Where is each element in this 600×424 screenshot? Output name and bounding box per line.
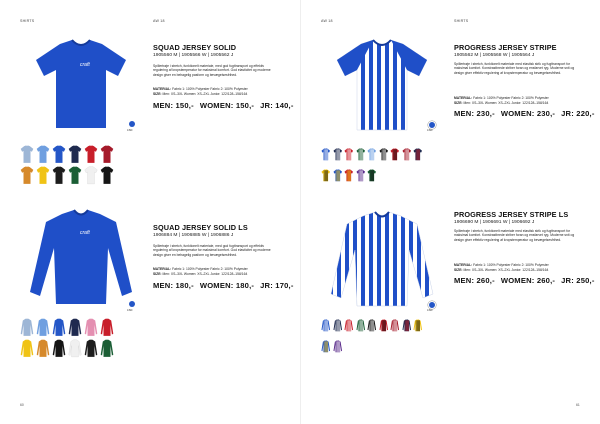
color-swatch[interactable] xyxy=(84,145,98,164)
jersey-swatch-icon xyxy=(344,145,354,164)
jersey-swatch-icon xyxy=(36,166,50,185)
color-swatch[interactable] xyxy=(402,145,412,164)
jersey-swatch-icon xyxy=(100,318,114,337)
jersey-swatch-icon xyxy=(344,166,354,185)
jersey-swatch-icon xyxy=(68,166,82,185)
jersey-swatch-icon xyxy=(344,316,354,335)
color-swatch[interactable] xyxy=(20,166,34,185)
jersey-photo xyxy=(321,38,443,133)
product-description: Spillertrøje i stretch, funktionelt materiale med elastisk strik og fugttransport for maksimal komfort. Konstrastbrede striber foran og ensfarvet ryg. Moderne snit og design giver effektiv regulering af kropstemperatur og bevægelsesfrihed. xyxy=(454,229,575,242)
color-swatch[interactable] xyxy=(379,145,389,164)
color-swatch[interactable] xyxy=(36,339,50,358)
jersey-swatch-icon xyxy=(36,318,50,337)
jersey-swatch-icon xyxy=(379,145,389,164)
material-value: Fabric 1: 100% Polyester Fabric 2: 100% Polyester xyxy=(473,263,549,267)
color-swatch-grid xyxy=(20,145,160,185)
sizes-label: SIZE: xyxy=(454,100,463,105)
color-swatch-grid xyxy=(20,318,160,358)
selected-color-dot[interactable] xyxy=(428,121,436,129)
color-swatch[interactable] xyxy=(100,318,114,337)
color-swatch-grid xyxy=(321,145,431,185)
jersey-photo xyxy=(20,208,142,308)
product-description: Spillertrøje i stretch, funktionelt materiale, med god fugttransport og effektiv regulering af kropstemperatur for maksimal komfort. God elasticitet og moderne design giver en behagelig pasform og bevægelsesfrihed. xyxy=(153,64,271,77)
jersey-swatch-icon xyxy=(379,316,389,335)
sizes-line xyxy=(153,92,283,96)
color-swatch[interactable] xyxy=(36,318,50,337)
product-description: Spillertrøje i stretch, funktionelt materiale, med god fugttransport og effektiv regulering af kropstemperatur for maksimal komfort. God elasticitet og moderne design giver en behagelig pasform og bevægelsesfrihed. xyxy=(153,244,271,257)
color-swatch[interactable] xyxy=(52,145,66,164)
price-row xyxy=(153,101,300,110)
price-row xyxy=(454,276,600,285)
jersey-swatch-icon xyxy=(52,339,66,358)
jersey-swatch-icon xyxy=(68,318,82,337)
jersey-swatch-icon xyxy=(333,145,343,164)
color-swatch[interactable] xyxy=(367,145,377,164)
jersey-swatch-icon xyxy=(367,316,377,335)
product-sku: 1906884 M | 1906885 W | 1906886 J xyxy=(153,233,234,238)
jersey-swatch-icon xyxy=(413,316,423,335)
color-swatch[interactable] xyxy=(20,339,34,358)
jersey-swatch-icon xyxy=(321,337,331,356)
jersey-swatch-icon xyxy=(84,166,98,185)
jersey-swatch-icon xyxy=(390,316,400,335)
jersey-swatch-icon xyxy=(367,166,377,185)
color-swatch[interactable] xyxy=(36,145,50,164)
color-swatch[interactable] xyxy=(52,339,66,358)
sizes-value: Men: XS–3XL Women: XS–2XL Junior: 122/128–158/164 xyxy=(162,91,248,96)
color-swatch[interactable] xyxy=(333,316,343,335)
svg-text:craft: craft xyxy=(80,230,90,236)
color-swatch[interactable] xyxy=(84,166,98,185)
price-women: WOMEN: 260,- xyxy=(500,276,556,285)
price-junior: JR: 220,- xyxy=(561,109,595,118)
color-code: 1390 xyxy=(127,309,133,312)
jersey-swatch-icon xyxy=(333,316,343,335)
color-swatch[interactable] xyxy=(356,145,366,164)
material-label: MATERIAL: xyxy=(153,267,172,271)
jersey-swatch-icon xyxy=(52,318,66,337)
color-swatch[interactable] xyxy=(333,337,343,356)
color-swatch[interactable] xyxy=(100,339,114,358)
color-swatch[interactable] xyxy=(321,316,331,335)
jersey-swatch-icon xyxy=(20,145,34,164)
sizes-line xyxy=(454,268,584,272)
jersey-swatch-icon xyxy=(68,145,82,164)
color-swatch[interactable] xyxy=(344,166,354,185)
color-swatch[interactable] xyxy=(20,318,34,337)
product-title: PROGRESS JERSEY STRIPE LS xyxy=(454,210,569,219)
color-swatch[interactable] xyxy=(321,145,331,164)
price-men: MEN: 230,- xyxy=(454,109,495,118)
color-swatch[interactable] xyxy=(321,337,331,356)
price-row xyxy=(153,281,300,290)
page-number: 61 xyxy=(576,403,580,407)
jersey-swatch-icon xyxy=(402,316,412,335)
sizes-label: SIZE: xyxy=(153,271,162,276)
price-men: MEN: 260,- xyxy=(454,276,495,285)
color-swatch[interactable] xyxy=(52,318,66,337)
color-swatch[interactable] xyxy=(367,166,377,185)
jersey-swatch-icon xyxy=(333,166,343,185)
material-value: Fabric 1: 100% Polyester Fabric 2: 100% Polyester xyxy=(473,96,549,100)
jersey-swatch-icon xyxy=(36,145,50,164)
jersey-swatch-icon xyxy=(52,166,66,185)
color-swatch[interactable] xyxy=(413,145,423,164)
sizes-line xyxy=(454,101,584,105)
color-swatch[interactable] xyxy=(36,166,50,185)
hero-image-squad-jersey-ls xyxy=(20,208,142,313)
product-sku: 1906690 M | 1906691 W | 1906692 J xyxy=(454,220,535,225)
sizes-label: SIZE: xyxy=(454,267,463,272)
jersey-swatch-icon xyxy=(333,337,343,356)
color-swatch[interactable] xyxy=(344,316,354,335)
price-women: WOMEN: 150,- xyxy=(199,101,255,110)
color-swatch-grid xyxy=(321,316,431,356)
color-swatch[interactable] xyxy=(84,339,98,358)
hero-image-progress-jersey-ls xyxy=(321,210,443,315)
color-swatch[interactable] xyxy=(356,166,366,185)
material-label: MATERIAL: xyxy=(454,263,473,267)
jersey-swatch-icon xyxy=(20,339,34,358)
jersey-swatch-icon xyxy=(84,318,98,337)
color-swatch[interactable] xyxy=(390,145,400,164)
jersey-swatch-icon xyxy=(356,166,366,185)
jersey-swatch-icon xyxy=(100,339,114,358)
sizes-value: Men: XS–3XL Women: XS–2XL Junior: 122/128–158/164 xyxy=(463,267,549,272)
header-season: AW 18 xyxy=(153,19,165,23)
price-junior: JR: 140,- xyxy=(260,101,294,110)
selected-color-dot[interactable] xyxy=(129,121,135,127)
price-men: MEN: 180,- xyxy=(153,281,194,290)
color-swatch[interactable] xyxy=(68,339,82,358)
color-swatch[interactable] xyxy=(344,145,354,164)
right-page xyxy=(300,0,600,424)
product-sku: 1905560 M | 1905566 W | 1905562 J xyxy=(153,53,234,58)
jersey-swatch-icon xyxy=(321,145,331,164)
jersey-swatch-icon xyxy=(84,339,98,358)
jersey-swatch-icon xyxy=(321,316,331,335)
color-swatch[interactable] xyxy=(68,318,82,337)
price-junior: JR: 250,- xyxy=(561,276,595,285)
color-swatch[interactable] xyxy=(356,316,366,335)
color-code: 1390 xyxy=(427,129,433,132)
product-description: Spillertrøje i stretch, funktionelt materiale med elastisk strik og fugttransport for maksimal komfort. Konstrastbrede striber foran og ensfarvet ryg. Moderne snit og design giver effektiv regulering af kropstemperatur og bevægelsesfrihed. xyxy=(454,62,575,75)
jersey-swatch-icon xyxy=(321,166,331,185)
svg-text:craft: craft xyxy=(80,62,90,68)
hero-image-progress-jersey xyxy=(321,38,443,138)
color-swatch[interactable] xyxy=(68,145,82,164)
jersey-swatch-icon xyxy=(356,145,366,164)
sizes-value: Men: XS–3XL Women: XS–2XL Junior: 122/128–158/164 xyxy=(162,271,248,276)
color-swatch[interactable] xyxy=(367,316,377,335)
page-number: 60 xyxy=(20,403,24,407)
color-swatch[interactable] xyxy=(402,316,412,335)
price-women: WOMEN: 180,- xyxy=(199,281,255,290)
selected-color-dot[interactable] xyxy=(129,301,135,307)
jersey-swatch-icon xyxy=(84,145,98,164)
sizes-label: SIZE: xyxy=(153,91,162,96)
jersey-swatch-icon xyxy=(100,145,114,164)
jersey-swatch-icon xyxy=(20,318,34,337)
color-swatch[interactable] xyxy=(68,166,82,185)
price-women: WOMEN: 230,- xyxy=(500,109,556,118)
jersey-swatch-icon xyxy=(36,339,50,358)
color-swatch[interactable] xyxy=(379,316,389,335)
price-men: MEN: 150,- xyxy=(153,101,194,110)
material-label: MATERIAL: xyxy=(153,87,172,91)
material-label: MATERIAL: xyxy=(454,96,473,100)
color-swatch[interactable] xyxy=(100,166,114,185)
price-junior: JR: 170,- xyxy=(260,281,294,290)
color-swatch[interactable] xyxy=(333,166,343,185)
jersey-swatch-icon xyxy=(100,166,114,185)
product-title: SQUAD JERSEY SOLID LS xyxy=(153,223,248,232)
jersey-swatch-icon xyxy=(68,339,82,358)
jersey-photo xyxy=(321,210,443,310)
color-swatch[interactable] xyxy=(84,318,98,337)
color-swatch[interactable] xyxy=(390,316,400,335)
product-sku: 1905562 M | 1905568 W | 1905564 J xyxy=(454,53,535,58)
color-swatch[interactable] xyxy=(321,166,331,185)
color-swatch[interactable] xyxy=(20,145,34,164)
material-value: Fabric 1: 100% Polyester Fabric 2: 100% Polyester xyxy=(172,267,248,271)
jersey-swatch-icon xyxy=(20,166,34,185)
header-season: AW 18 xyxy=(321,19,333,23)
color-swatch[interactable] xyxy=(52,166,66,185)
color-code: 1390 xyxy=(427,309,433,312)
header-section: SHIRTS xyxy=(20,19,35,23)
jersey-swatch-icon xyxy=(52,145,66,164)
jersey-swatch-icon xyxy=(367,145,377,164)
header-section: SHIRTS xyxy=(454,19,469,23)
selected-color-dot[interactable] xyxy=(428,301,436,309)
jersey-swatch-icon xyxy=(413,145,423,164)
sizes-value: Men: XS–3XL Women: XS–2XL Junior: 122/128–158/164 xyxy=(463,100,549,105)
material-value: Fabric 1: 100% Polyester Fabric 2: 100% Polyester xyxy=(172,87,248,91)
color-swatch[interactable] xyxy=(100,145,114,164)
jersey-swatch-icon xyxy=(356,316,366,335)
color-code: 1390 xyxy=(127,129,133,132)
jersey-photo xyxy=(20,38,142,130)
product-title: PROGRESS JERSEY STRIPE xyxy=(454,43,557,52)
jersey-swatch-icon xyxy=(390,145,400,164)
sizes-line xyxy=(153,272,283,276)
jersey-swatch-icon xyxy=(402,145,412,164)
price-row xyxy=(454,109,600,118)
color-swatch[interactable] xyxy=(413,316,423,335)
product-title: SQUAD JERSEY SOLID xyxy=(153,43,237,52)
hero-image-squad-jersey xyxy=(20,38,142,135)
color-swatch[interactable] xyxy=(333,145,343,164)
